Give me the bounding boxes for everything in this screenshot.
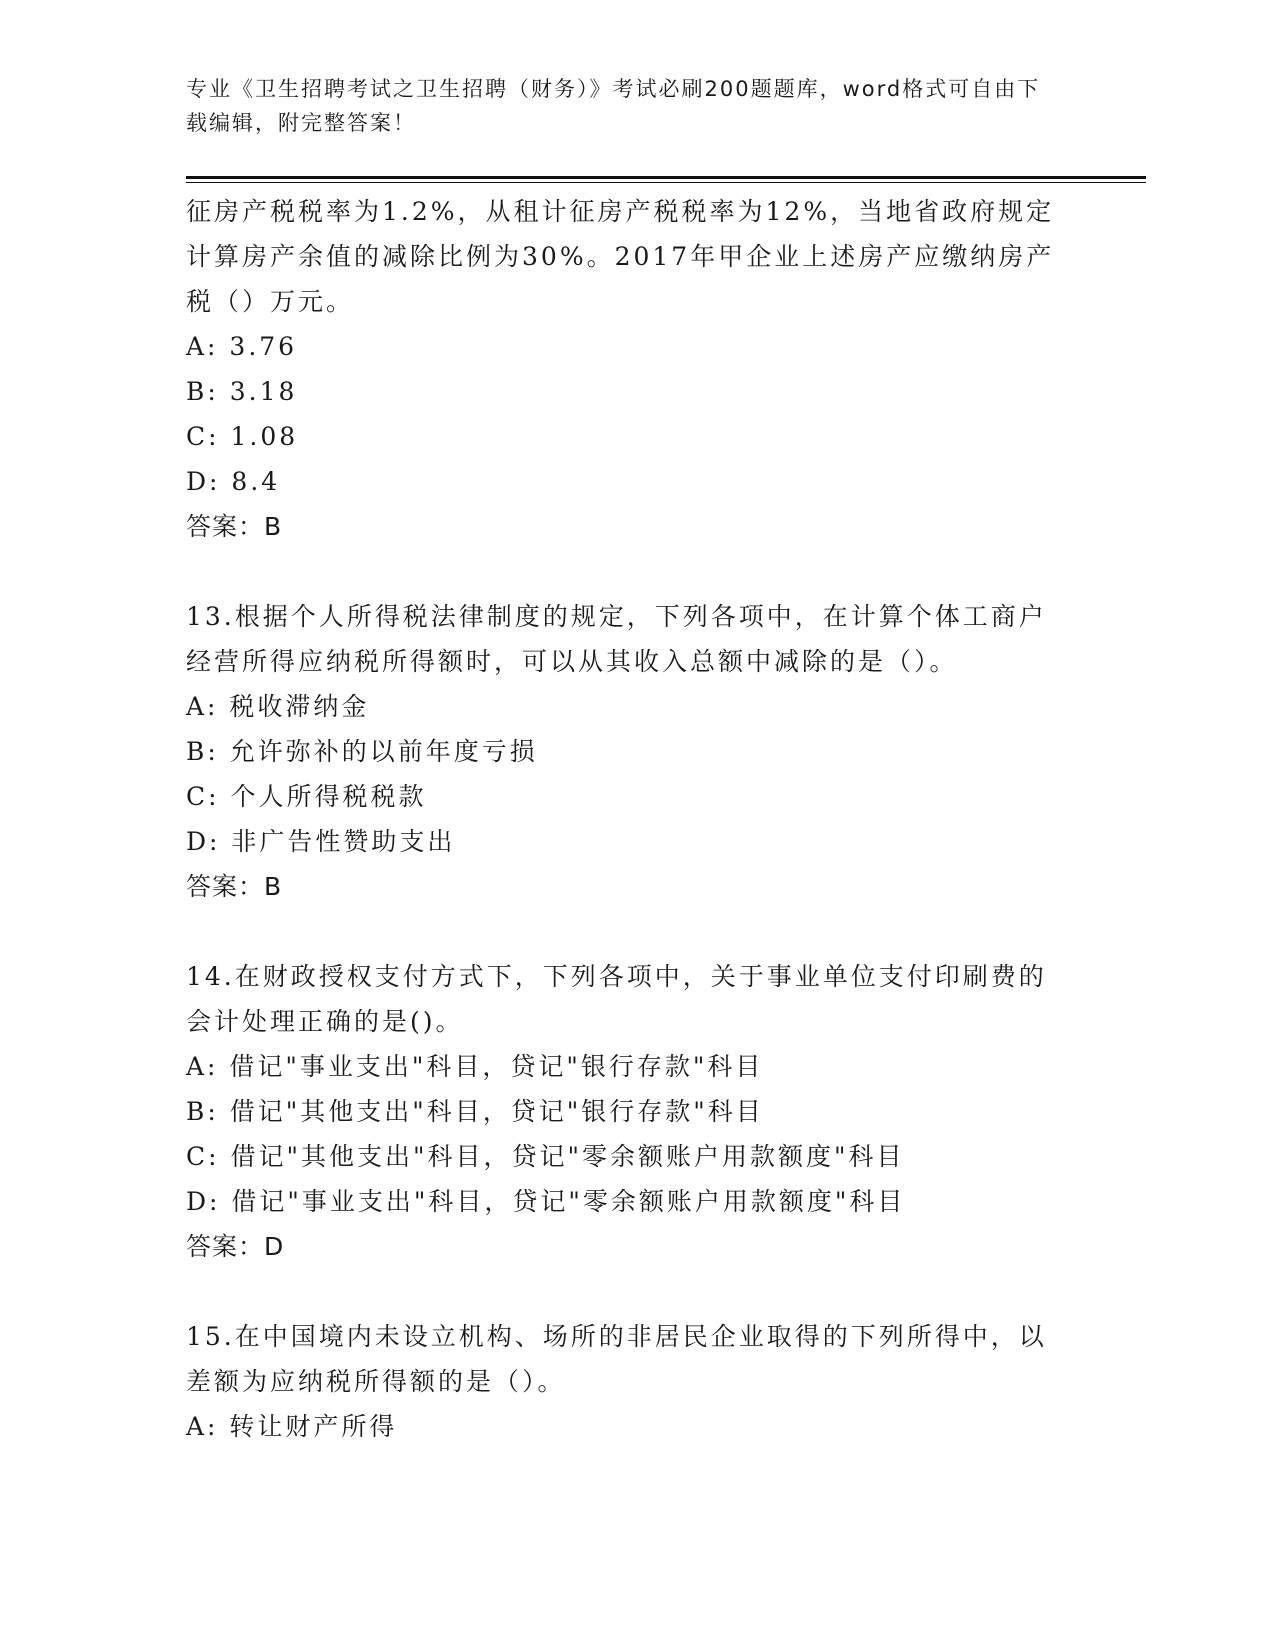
question-13: [186, 594, 1146, 910]
question-14: [186, 954, 1146, 1270]
answer-line: 答案：B: [186, 872, 283, 901]
question-continued: [186, 189, 1146, 550]
question-stem: 征房产税税率为1.2%，从租计征房产税税率为12%，当地省政府规定计算房产余值的减除比例为30%。2017年甲企业上述房产应缴纳房产税（）万元。: [186, 197, 1055, 316]
option-a: A: 税收滞纳金: [186, 692, 370, 721]
question-15: [186, 1314, 1146, 1449]
option-a: A: 转让财产所得: [186, 1412, 398, 1441]
document-page: [186, 72, 1146, 1449]
option-d: D: 非广告性赞助支出: [186, 827, 456, 856]
question-stem: 14.在财政授权支付方式下，下列各项中，关于事业单位支付印刷费的会计处理正确的是()。: [186, 962, 1047, 1036]
option-c: C: 借记"其他支出"科目，贷记"零余额账户用款额度"科目: [186, 1142, 905, 1171]
document-header: 专业《卫生招聘考试之卫生招聘（财务）》考试必刷200题题库，word格式可自由下载编辑，附完整答案！: [186, 77, 1041, 135]
question-stem: 13.根据个人所得税法律制度的规定，下列各项中，在计算个体工商户经营所得应纳税所得额时，可以从其收入总额中减除的是（）。: [186, 602, 1047, 676]
option-c: C: 个人所得税税款: [186, 782, 427, 811]
option-a: A: 3.76: [186, 332, 298, 361]
option-b: B: 借记"其他支出"科目，贷记"银行存款"科目: [186, 1097, 764, 1126]
option-c: C: 1.08: [186, 422, 299, 451]
option-b: B: 3.18: [186, 377, 298, 406]
answer-line: 答案：D: [186, 1232, 285, 1261]
option-d: D: 借记"事业支出"科目，贷记"零余额账户用款额度"科目: [186, 1187, 906, 1216]
option-d: D: 8.4: [186, 467, 281, 496]
answer-line: 答案：B: [186, 512, 283, 541]
option-a: A: 借记"事业支出"科目，贷记"银行存款"科目: [186, 1052, 764, 1081]
header-divider: [186, 176, 1146, 183]
question-stem: 15.在中国境内未设立机构、场所的非居民企业取得的下列所得中，以差额为应纳税所得额的是（）。: [186, 1322, 1047, 1396]
option-b: B: 允许弥补的以前年度亏损: [186, 737, 538, 766]
